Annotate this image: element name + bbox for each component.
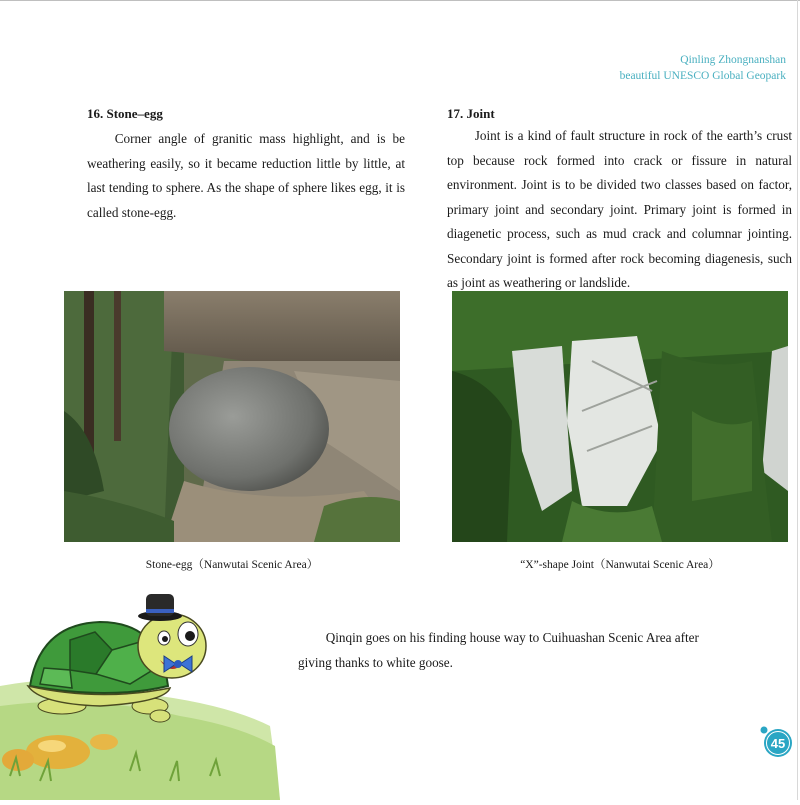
- page-number-badge: [760, 726, 796, 765]
- header-line-2: beautiful UNESCO Global Geopark: [619, 70, 786, 82]
- section-title-stone-egg: 16. Stone–egg: [87, 106, 163, 121]
- top-rule: [0, 0, 800, 1]
- story-paragraph: Qinqin goes on his finding house way to Cuihuashan Scenic Area after giving thanks to white goose.: [298, 630, 699, 670]
- joint-paragraph: Joint is a kind of fault structure in rock of the earth’s crust top because rock formed into crack or fissure in natural environment. Joint is to be divided two classes based on factor, primary joint and secondary joint. Primary joint is formed in diagenetic process, such as mud crack and columnar jointing. Secondary joint is formed after rock becoming diagenesis, such as joint as weathering or landslide.: [447, 128, 792, 290]
- section-title-joint: 17. Joint: [447, 106, 495, 121]
- stone-egg-photo: [64, 291, 400, 542]
- page-edge-rule: [797, 0, 798, 800]
- turtle-illustration: [0, 576, 280, 805]
- stone-egg-paragraph: Corner angle of granitic mass highlight, and is be weathering easily, so it became reduction little by little, at last tending to sphere. As the shape of sphere likes egg, it is called stone-egg.: [87, 131, 405, 220]
- stone-egg-caption: Stone-egg（Nanwutai Scenic Area）: [145, 559, 319, 571]
- header-line-1: Qinling Zhongnanshan: [680, 54, 786, 66]
- running-header: [620, 52, 786, 84]
- x-joint-caption: “X”-shape Joint（Nanwutai Scenic Area）: [520, 559, 720, 571]
- page-number: 45: [770, 736, 786, 751]
- x-joint-photo: [452, 291, 788, 542]
